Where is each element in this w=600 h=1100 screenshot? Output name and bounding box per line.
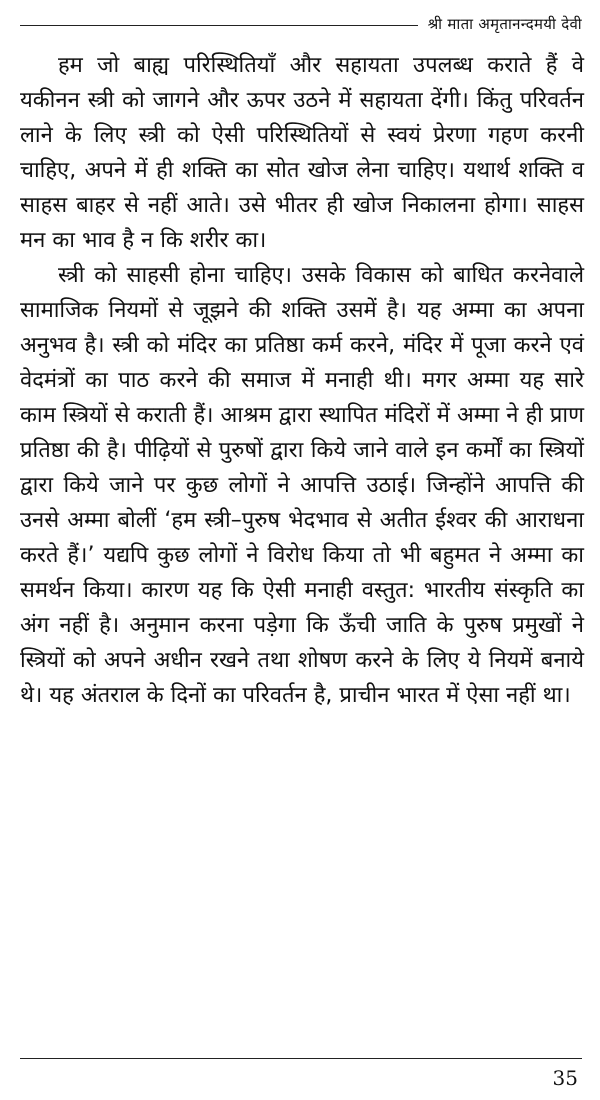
running-title: श्री माता अमृतानन्दमयी देवी (427, 15, 582, 33)
page-header (20, 6, 582, 34)
footer-rule (20, 1058, 582, 1059)
page-number: 35 (552, 1066, 578, 1090)
page-body (20, 48, 584, 713)
header-rule (20, 25, 418, 26)
paragraph-1: हम जो बाह्य परिस्थितियाँ और सहायता उपलब्ध कराते हैं वे यकीनन स्त्री को जागने और ऊपर उठने में सहायता देंगी। किंतु परिवर्तन लाने के लिए स्त्री को ऐसी परिस्थितियों से स्वयं प्रेरणा गहण करनी चाहिए, अपने में ही शक्ति का सोत खोज लेना चाहिए। यथार्थ शक्ति व साहस बाहर से नहीं आते। उसे भीतर ही खोज निकालना होगा। साहस मन का भाव है न कि शरीर का। (20, 53, 584, 253)
paragraph-2: स्त्री को साहसी होना चाहिए। उसके विकास को बाधित करनेवाले सामाजिक नियमों से जूझने की शक्ति उसमें है। यह अम्मा का अपना अनुभव है। स्त्री को मंदिर का प्रतिष्ठा कर्म करने, मंदिर में पूजा करने एवं वेदमंत्रों का पाठ करने की समाज में मनाही थी। मगर अम्मा यह सारे काम स्त्रियों से कराती हैं। आश्रम द्वारा स्थापित मंदिरों में अम्मा ने ही प्राण प्रतिष्ठा की है। पीढ़ियों से पुरुषों द्वारा किये जाने वाले इन कर्मों का स्त्रियों द्वारा किये जाने पर कुछ लोगों ने आपत्ति उठाई। जिन्होंने आपत्ति की उनसे अम्मा बोलीं ‘हम स्त्री–पुरुष भेदभाव से अतीत ईश्वर की आराधना करते हैं।’ यद्यपि कुछ लोगों ने विरोध किया तो भी बहुमत ने अम्मा का समर्थन किया। कारण यह कि ऐसी मनाही वस्तुत: भारतीय संस्कृति का अंग नहीं है। अनुमान करना पड़ेगा कि ऊँची जाति के पुरुष प्रमुखों ने स्त्रियों को अपने अधीन रखने तथा शोषण करने के लिए ये नियमें बनाये थे। यह अंतराल के दिनों का परिवर्तन है, प्राचीन भारत में ऐसा नहीं था। (20, 263, 584, 708)
